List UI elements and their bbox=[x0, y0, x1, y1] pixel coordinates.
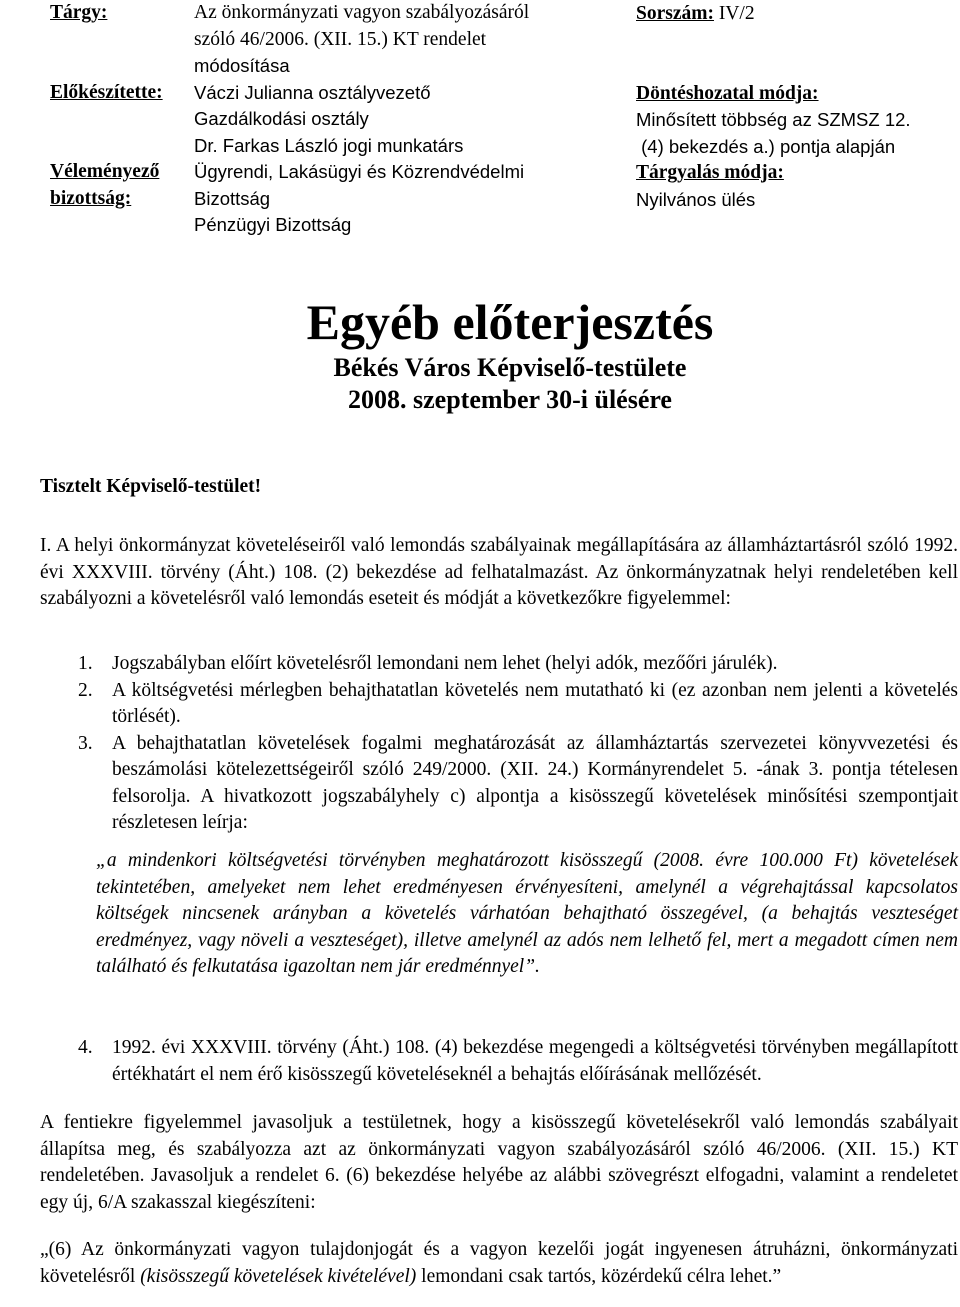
document-subtitle: Békés Város Képviselő-testülete bbox=[333, 353, 687, 382]
document-date: 2008. szeptember 30-i ülésére bbox=[348, 385, 672, 414]
list-item bbox=[78, 651, 958, 678]
targy-line: szóló 46/2006. (XII. 15.) KT rendelet bbox=[194, 28, 487, 50]
dontes-line: (4) bekezdés a.) pontja alapján bbox=[636, 135, 896, 157]
numbered-list-continued bbox=[78, 1035, 958, 1088]
list-item bbox=[78, 1035, 958, 1088]
targyalas-label: Tárgyalás módja: bbox=[636, 162, 784, 183]
sorszam-label: Sorszám: bbox=[636, 3, 714, 24]
list-item-number: 4. bbox=[78, 1037, 93, 1058]
header-labels bbox=[50, 0, 190, 212]
targy-line: Az önkormányzati vagyon szabályozásáról bbox=[194, 2, 530, 23]
quote-italic: (kisösszegű követelések kivételével) bbox=[140, 1265, 417, 1287]
sorszam bbox=[636, 0, 956, 28]
velemenyezo-label: Véleményező bbox=[50, 161, 160, 182]
list-item-number: 3. bbox=[78, 732, 93, 754]
list-item-text: A behajthatatlan követelések fogalmi meghatározását az államháztartás szervezetei könyvvezetési és beszámolási kötelezettségeiről szóló 249/2000. (XII. 24.) Kormányrendelet 5. -ának 3. pontja tételesen felsorolja. A hivatkozott jogszabályhely c) alpontja a kisösszegű követelések minősítési szempontjait részletesen leírja: bbox=[112, 732, 958, 833]
elokeszitette-line: Gazdálkodási osztály bbox=[194, 108, 369, 129]
elokeszitette-line: Dr. Farkas László jogi munkatárs bbox=[194, 134, 464, 156]
section-1-paragraph: I. A helyi önkormányzat követeléseiről való lemondás szabályainak megállapítására az államháztartásról szóló 1992. évi XXXVIII. törvény (Áht.) 108. (2) bekezdése ad felhatalmazást. Az önkormányzatnak helyi rendeletében kell szabályozni a követelésről való lemondás eseteit és módját a következőkre figyelemmel: bbox=[40, 535, 958, 609]
list-item-text: Jogszabályban előírt követelésről lemondani nem lehet (helyi adók, mezőőri járulék). bbox=[112, 653, 778, 674]
numbered-list bbox=[78, 651, 958, 837]
dontes-line: Minősített többség az SZMSZ 12. bbox=[636, 109, 911, 130]
header-right bbox=[636, 0, 956, 213]
velemenyezo-line: Ügyrendi, Lakásügyi és Közrendvédelmi bbox=[194, 161, 525, 182]
targy-line: módosítása bbox=[194, 55, 290, 76]
elokeszitette-line: Váczi Julianna osztályvezető bbox=[194, 81, 431, 103]
list-item bbox=[78, 678, 958, 731]
list-item-text: A költségvetési mérlegben behajthatatlan követelés nem mutatható ki (ez azonban nem jelenti a követelés törlését). bbox=[112, 679, 958, 727]
quote-part-2: lemondani csak tartós, közérdekű célra lehet.” bbox=[416, 1265, 782, 1287]
targyalas-value: Nyilvános ülés bbox=[636, 188, 756, 210]
list-item-text: 1992. évi XXXVIII. törvény (Áht.) 108. (4) bekezdése megengedi a költségvetési törvényben megállapított értékhatárt el nem érő kisösszegű követeléseknél a behajtás előírásának mellőzését. bbox=[112, 1037, 958, 1085]
list-item-number: 1. bbox=[78, 653, 93, 674]
velemenyezo-line: Bizottság bbox=[194, 187, 271, 209]
dontes-label: Döntéshozatal módja: bbox=[636, 82, 819, 104]
legal-quote: „a mindenkori költségvetési törvényben meghatározott kisösszegű (2008. évre 100.000 Ft) követelések tekintetében, amelyeket nem lehet eredményesen érvényesíteni, amelynél a végrehajtással kapcsolatos költségek nincsenek arányban a követelés várhatóan behajtható összegével, (a behajtás veszteséget eredményez, vagy növeli a veszteséget), illetve amelynél az adós nem lelhető fel, mert a megadott címen nem található és felkutatása igazoltan nem jár eredménnyel”. bbox=[96, 850, 958, 977]
velemenyezo-line: Pénzügyi Bizottság bbox=[194, 214, 352, 235]
sorszam-value: IV/2 bbox=[713, 3, 755, 24]
list-item-number: 2. bbox=[78, 679, 93, 701]
proposal-paragraph: A fentiekre figyelemmel javasoljuk a testületnek, hogy a kisösszegű követelésekről való lemondás szabályait állapítsa meg, és szabályozza azt az önkormányzati vagyon szabályozásáról szóló 46/2006. (XII. 15.) KT rendeletében. Javasoljuk a rendelet 6. (6) bekezdése helyébe az alábbi szövegrészt elfogadni, valamint a rendeletet egy új, 6/A szakasszal kiegészíteni: bbox=[40, 1112, 958, 1213]
document-title: Egyéb előterjesztés bbox=[306, 294, 714, 350]
bizottsag-label: bizottság: bbox=[50, 187, 132, 209]
targy-label: Tárgy: bbox=[50, 2, 108, 23]
header-values bbox=[194, 0, 614, 239]
elokeszitette-label: Előkészítette: bbox=[50, 81, 163, 103]
greeting: Tisztelt Képviselő-testület! bbox=[40, 476, 262, 497]
quote-part-1: „(6) Az önkormányzati vagyon tulajdonjogát és a vagyon kezelői jogát ingyenesen átruházni, önkormányzati követelésről bbox=[40, 1239, 958, 1287]
proposed-text-quote bbox=[40, 1237, 958, 1290]
list-item bbox=[78, 731, 958, 837]
title-block bbox=[0, 292, 960, 416]
